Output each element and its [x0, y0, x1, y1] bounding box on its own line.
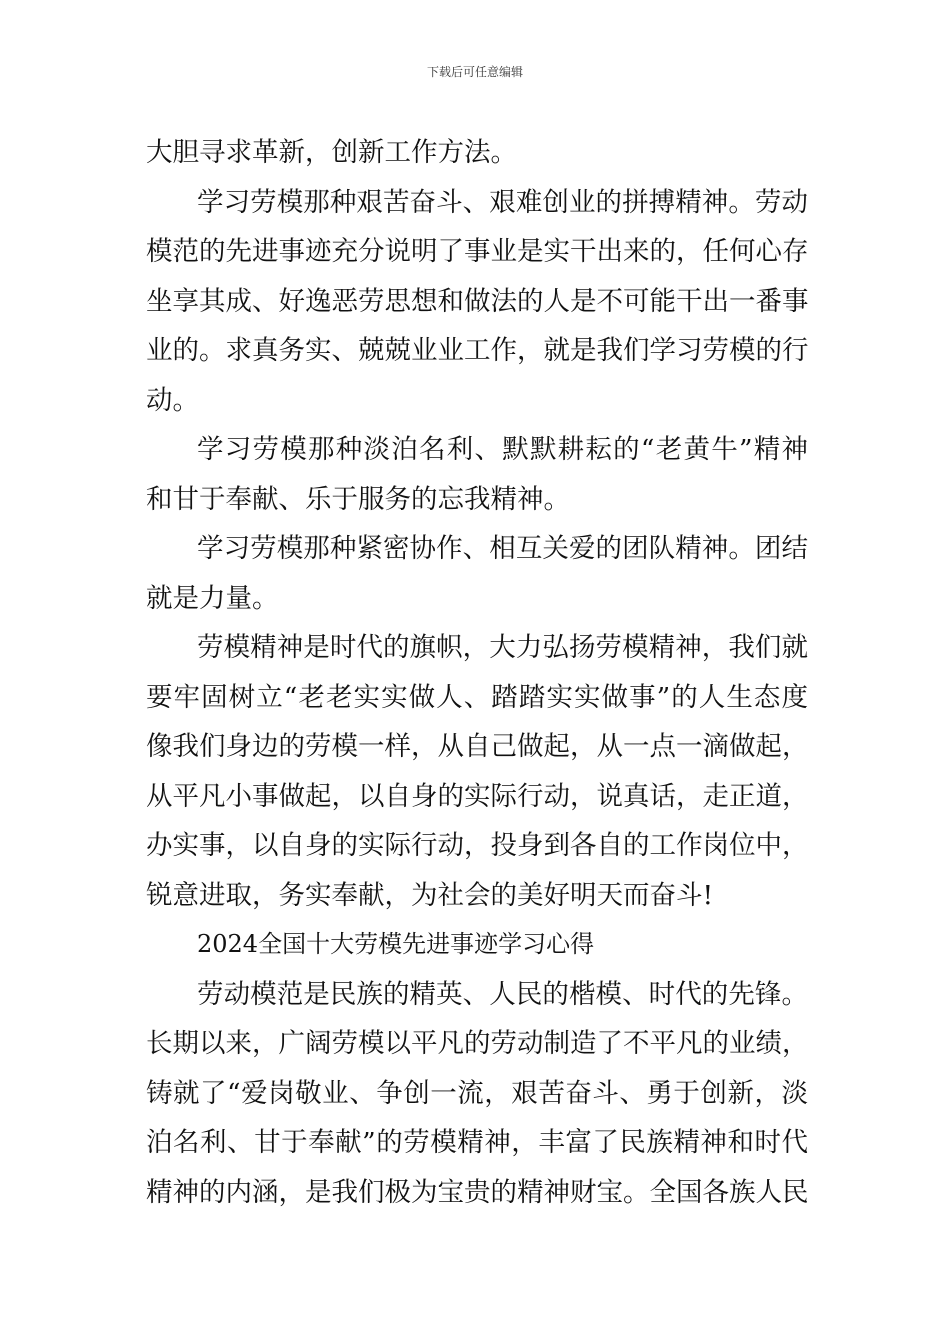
text-line: 劳模精神是时代的旗帜，大力弘扬劳模精神，我们就 [197, 632, 808, 663]
text-line: 学习劳模那种艰苦奋斗、艰难创业的拼搏精神。劳动 [197, 186, 808, 218]
text-line: 长期以来，广阔劳模以平凡的劳动制造了不平凡的业绩， [146, 1028, 809, 1059]
text-line: 坐享其成、好逸恶劳思想和做法的人是不可能干出一番事 [146, 285, 809, 317]
text-line: 学习劳模那种淡泊名利、默默耕耘的“老黄牛”精神 [197, 434, 808, 465]
text-line: 精神的内涵，是我们极为宝贵的精神财宝。全国各族人民 [146, 1176, 809, 1208]
text-line: 从平凡小事做起，以自身的实际行动，说真话，走正道， [146, 780, 809, 812]
text-line: 办实事，以自身的实际行动，投身到各自的工作岗位中， [146, 830, 809, 861]
text-line: 模范的先进事迹充分说明了事业是实干出来的，任何心存 [146, 236, 809, 267]
text-line: 就是力量。 [146, 582, 279, 614]
text-line: 锐意进取，务实奉献，为社会的美好明天而奋斗! [146, 879, 714, 911]
text-line: 泊名利、甘于奉献”的劳模精神，丰富了民族精神和时代 [146, 1127, 808, 1158]
text-line: 铸就了“爱岗敬业、争创一流，艰苦奋斗、勇于创新，淡 [146, 1077, 808, 1109]
document-body [146, 128, 808, 1217]
text-line: 动。 [146, 384, 199, 416]
text-line: 像我们身边的劳模一样，从自己做起，从一点一滴做起， [146, 731, 809, 762]
text-line: 要牢固树立“老老实实做人、踏踏实实做事”的人生态度 [146, 681, 808, 713]
text-line: 劳动模范是民族的精英、人民的楷模、时代的先锋。 [197, 978, 808, 1010]
text-line: 大胆寻求革新，创新工作方法。 [146, 137, 517, 168]
text-line: 和甘于奉献、乐于服务的忘我精神。 [146, 483, 570, 515]
section-title: 2024全国十大劳模先进事迹学习心得 [197, 930, 595, 958]
text-line: 学习劳模那种紧密协作、相互关爱的团队精神。团结 [197, 533, 808, 564]
page-header: 下载后可任意编辑 [426, 65, 523, 79]
text-line: 业的。求真务实、兢兢业业工作，就是我们学习劳模的行 [146, 335, 809, 366]
